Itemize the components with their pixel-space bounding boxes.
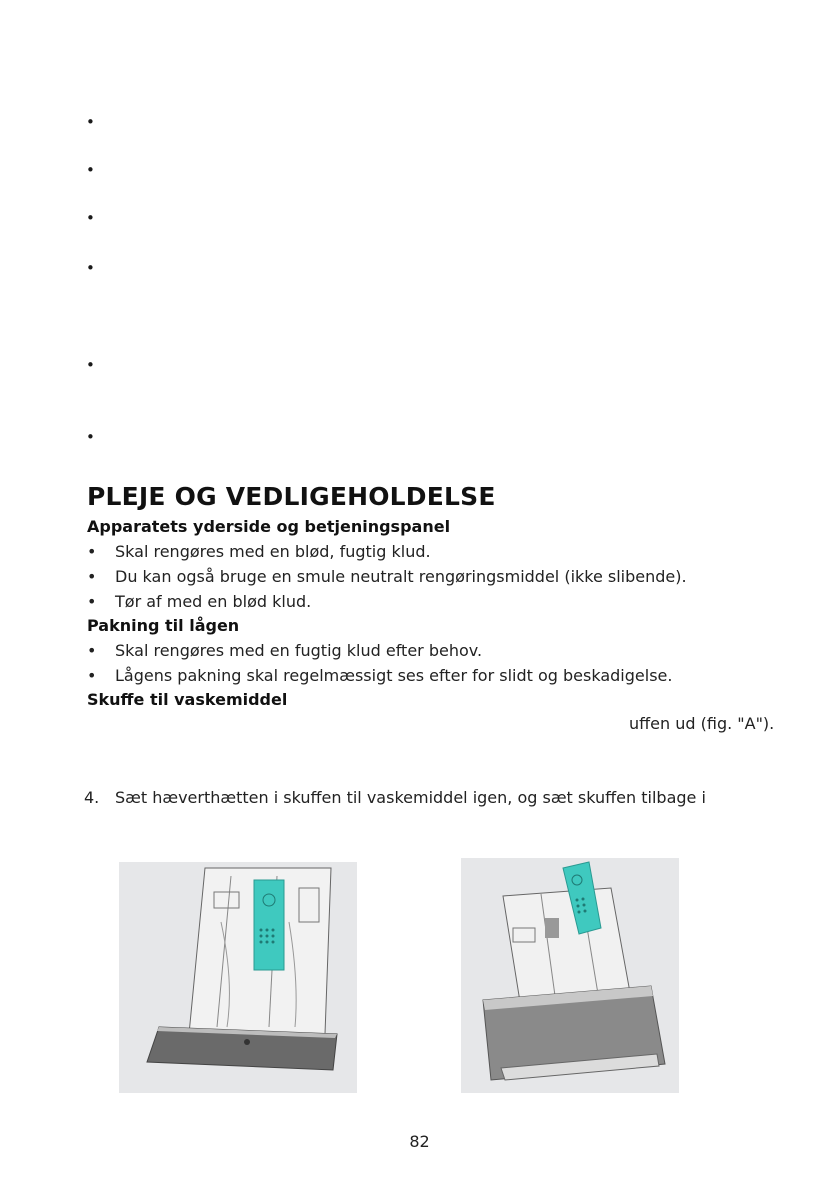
section-title: PLEJE OG VEDLIGEHOLDELSE [87,482,496,511]
list-item-text: Du kan også bruge en smule neutralt rengøringsmiddel (ikke slibende). [115,567,687,586]
drawer-heading: Skuffe til vaskemiddel [87,690,288,709]
list-item-text: Skal rengøres med en fugtig klud efter behov. [115,641,483,660]
empty-bullet: • [86,428,95,446]
figure-drawer-top-view [119,862,357,1093]
bullet: • [87,542,97,561]
empty-bullet: • [86,259,95,277]
empty-bullet: • [86,209,95,227]
exterior-heading: Apparatets yderside og betjeningspanel [87,517,451,536]
step-number: 4. [84,788,100,807]
list-item-text: Tør af med en blød klud. [115,592,312,611]
drawer-top-illustration [119,862,357,1093]
page-number: 82 [409,1132,430,1151]
empty-bullet: • [86,161,95,179]
empty-bullet: • [86,356,95,374]
drawer-text-fragment: uffen ud (fig. "A"). [629,714,775,733]
bullet: • [87,666,97,685]
list-item [87,592,311,611]
bullet: • [87,567,97,586]
list-item-text: Skal rengøres med en blød, fugtig klud. [115,542,431,561]
list-item [87,542,431,561]
list-item-text: Lågens pakning skal regelmæssigt ses efter for slidt og beskadigelse. [115,666,673,685]
step-text: Sæt hæverthætten i skuffen til vaskemiddel igen, og sæt skuffen tilbage i [115,788,706,807]
figure-drawer-perspective-view [461,858,679,1093]
list-item [87,666,672,685]
bullet: • [87,641,97,660]
bullet: • [87,592,97,611]
list-item [87,567,687,586]
drawer-perspective-illustration [461,858,679,1093]
empty-bullet: • [86,113,95,131]
list-item [87,641,482,660]
gasket-heading: Pakning til lågen [87,616,240,635]
